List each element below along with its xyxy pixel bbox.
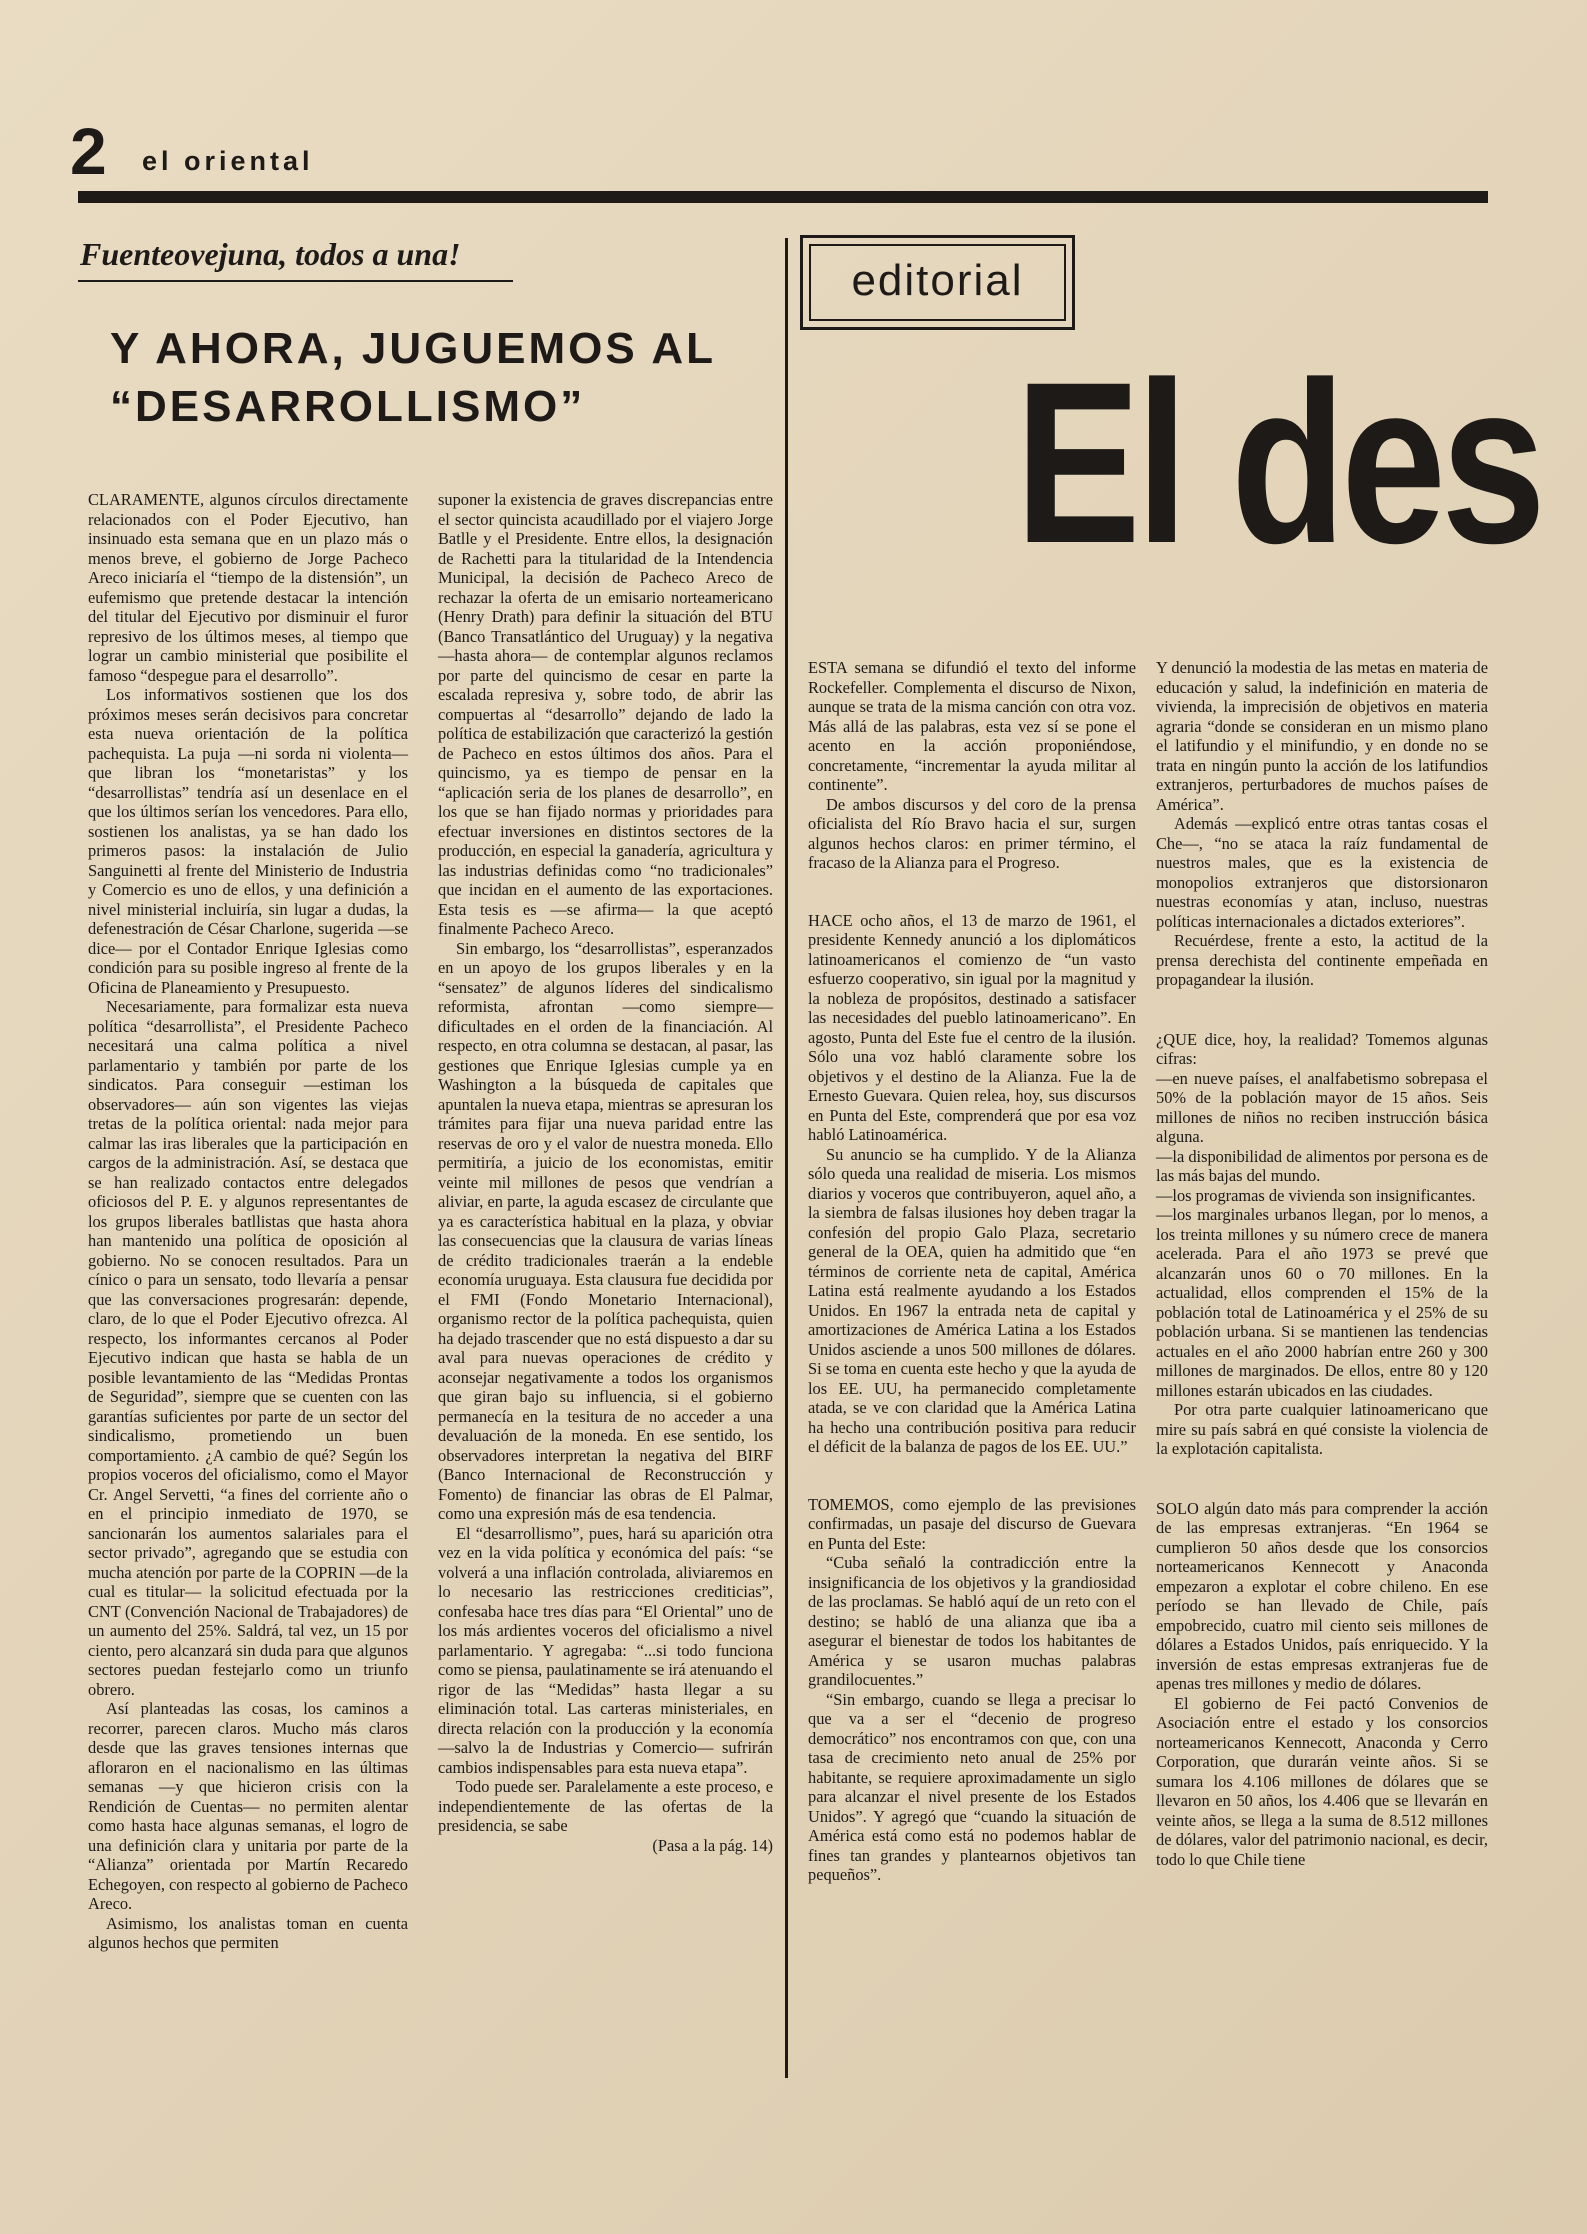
paragraph: De ambos discursos y del coro de la prensa oficialista del Río Bravo hacia el sur, surgen algunos hechos claros: en primer término, el fracaso de la Alianza para el Progreso. (808, 794, 1136, 872)
paragraph: El “desarrollismo”, pues, hará su aparición otra vez en la vida política y económica del país: “se volverá a una inflación controlada, aliviaremos en lo necesario las restricciones crediticias”, confesaba hace tres días para “El Oriental” uno de los más ardientes voceros del oficialismo a nivel parlamentario. Y agregaba: “...si todo funciona como se piensa, paulatinamente se irá atenuando el rigor de las “Medidas” hasta llegar a su eliminación total. Las carteras ministeriales, en directa relación con la producción y la economía —salvo la de Industrias y Comercio— sufrirán cambios indispensables para esta nueva etapa”. (438, 1523, 773, 1777)
article-headline: Y AHORA, JUGUEMOS AL “DESARROLLISMO” (110, 324, 716, 431)
paragraph: Además —explicó entre otras tantas cosas el Che—, “no se ataca la raíz fundamental de nuestros males, que es la existencia de monopolios extranjeros que distorsionaron nuestras economías y atan, incluso, nuestras políticas internacionales a dictados exteriores”. (1156, 814, 1488, 931)
editorial-column-2 (1156, 658, 1488, 1869)
article-column-2 (438, 490, 773, 1855)
article-column-1 (88, 490, 408, 1953)
paragraph: Recuérdese, frente a esto, la actitud de la prensa derechista del continente empeñada en propagandear la ilusión. (1156, 931, 1488, 989)
editorial-column-1 (808, 658, 1136, 1885)
paragraph: Sin embargo, los “desarrollistas”, esperanzados en un apoyo de los grupos liberales y en la “sensatez” de algunos líderes del sindicalismo reformista, afrontan —como siempre— dificultades en el orden de la financiación. Al respecto, en otra columna se destacan, al pasar, las gestiones que Enrique Iglesias cumple ya en Washington a la búsqueda de capitales que apuntalen la nueva etapa, mientras se apresuran los trámites para fijar una nueva paridad entre las reservas de oro y el valor de nuestra moneda. Ello permitiría, a juicio de los economistas, emitir veinte mil millones de pesos que vendrían a aliviar, en parte, la aguda escasez de circulante que ya es característica habitual en la plaza, y obviar las consecuencias que la clausura de varias líneas de crédito tradicionales traerán a la endeble economía uruguaya. Esta clausura fue decidida por el FMI (Fondo Monetario Internacional), organismo rector de la política pachequista, quien ha dejado trascender que no está dispuesto a dar su aval para nuevas operaciones de crédito y aconsejar negativamente a todos los organismos que giran bajo su influencia, si el gobierno permanecía en la tesitura de no acceder a una devaluación de la moneda. En ese sentido, los observadores interpretan la negativa del BIRF (Banco Internacional de Reconstrucción y Fomento) de financiar las obras de El Palmar, como una expresión más de esa tendencia. (438, 938, 773, 1523)
publication-name: el oriental (142, 146, 314, 176)
column-divider (785, 238, 788, 2078)
list-item: —los programas de vivienda son insignificantes. (1156, 1185, 1476, 1205)
paragraph: Y denunció la modestia de las metas en materia de educación y salud, la indefinición en materia de vivienda, la imprecisión de objetivos en materia agraria “donde se consideran en un mismo plano el latifundio y el minifundio, y en donde no se trata en ningún punto la acción de los latifundios extranjeros, perturbadores de muchos países de América”. (1156, 658, 1488, 814)
article-kicker: Fuenteovejuna, todos a una! (80, 236, 461, 272)
list-item: —los marginales urbanos llegan, por lo menos, a los treinta millones y su número crece de manera acelerada. Para el año 1973 se prevé que alcanzarán unos 60 o 70 millones. En la actualidad, ellos comprenden el 15% de la población total de Latinoamérica y el 25% de su población urbana. Si se mantienen las tendencias actuales en el año 2000 habrían entre 260 y 300 millones de marginados. De ellos, entre 80 y 120 millones estarán ubicados en las ciudades. (1156, 1205, 1488, 1400)
paragraph: SOLO algún dato más para comprender la acción de las empresas extranjeras. “En 1964 se cumplieron 50 años desde que los consorcios norteamericanos Kennecott y Anaconda empezaron a explotar el cobre chileno. En ese período se han llevado de Chile, país empobrecido, cuatro mil ciento seis millones de dólares a Estados Unidos, país enriquecido. Y la inversión de estas empresas extranjeras fue de apenas tres millones y medio de dólares. (1156, 1498, 1488, 1693)
paragraph: El gobierno de Fei pactó Convenios de Asociación entre el estado y los consorcios norteamericanos Kennecott, Anaconda y Cerro Corporation, que durarán veinte años. Si se sumara los 4.106 millones de dólares que se llevaron en 50 años, los 4.406 que se llevarán en veinte años, se llega a la suma de 8.512 millones de dólares, valor del patrimonio nacional, es decir, todo lo que Chile tiene (1156, 1693, 1488, 1869)
paragraph: Necesariamente, para formalizar esta nueva política “desarrollista”, el Presidente Pacheco necesitará una calma política a nivel parlamentario y también por parte de los sindicatos. Para conseguir —estiman los observadores— aún son vigentes las viejas tretas de la política oriental: nada mejor para calmar las iras liberales que la participación en cargos de la administración. Así, se destaca que se han realizado contactos entre delegados oficiosos del P. E. y algunos representantes de los grupos liberales batllistas que hasta ahora han mantenido una política de oposición al gobierno. No se conocen resultados. Para un cínico o para un sensato, todo llevaría a pensar que las conversaciones progresarán: depende, claro, de lo que el Poder Ejecutivo ofrezca. Al respecto, los informantes cercanos al Poder Ejecutivo indican que hasta se habla de un posible levantamiento de las “Medidas Prontas de Seguridad”, siempre que se cuenten con las garantías suficientes por parte de un sector del sindicalismo, prometiendo un buen comportamiento. ¿A cambio de qué? Según los propios voceros del oficialismo, como el Mayor Cr. Angel Servetti, “a fines del corriente año o en el principio inmediato de 1970, se sancionarán los aumentos salariales para el sector privado”, agregando que se estudia con mucha atención por parte de la COPRIN —de la cual es titular— la solicitud efectuada por la CNT (Convención Nacional de Trabajadores) de un aumento del 25%. Saldrá, tal vez, un 15 por ciento, pero alcanzará sin duda para que algunos sectores puedan festejarlo como un triunfo obrero. (88, 997, 408, 1699)
paragraph: Los informativos sostienen que los dos próximos meses serán decisivos para concretar esta nueva orientación de la política pachequista. La puja —ni sorda ni violenta— que libran los “monetaristas” y los “desarrollistas” tendría así un desenlace en el que los últimos serían los vencedores. Para ello, sostienen los analistas, ya se han dado los primeros pasos: la instalación de Julio Sanguinetti al frente del Ministerio de Industria y Comercio es uno de ellos, y una definición a nivel ministerial incluiría, sin lugar a dudas, la defenestración de César Charlone, sugerida —se dice— por el Contador Enrique Iglesias como condición para su posible ingreso al frente de la Oficina de Planeamiento y Presupuesto. (88, 685, 408, 997)
paragraph: suponer la existencia de graves discrepancias entre el sector quincista acaudillado por el viajero Jorge Batlle y el Presidente. Entre ellos, la designación de Rachetti para la titularidad de la Intendencia Municipal, la decisión de Pacheco Areco de rechazar la oferta de un emisario norteamericano (Henry Drath) para definir la situación del BTU (Banco Transatlántico del Uruguay) y la negativa —hasta ahora— de contemplar algunos reclamos por parte del quincismo de cesar en parte la escalada represiva y, sobre todo, de abrir las compuertas al “desarrollo” dejando de lado la política de estabilización que caracterizó la gestión de Pacheco en estos últimos dos años. Para el quincismo, ya es tiempo de pensar en la “aplicación seria de los planes de desarrollo”, en los que se han fijado normas y prioridades para efectuar inversiones en distintos sectores de la producción, en especial la ganadería, agricultura y las industrias definidas como “no tradicionales” que incidan en el aumento de las exportaciones. Esta tesis es —se afirma— la que aceptó finalmente Pacheco Areco. (438, 490, 773, 938)
paragraph: Todo puede ser. Paralelamente a este proceso, e independientemente de las ofertas de la presidencia, se sabe (438, 1777, 773, 1835)
paragraph: Así planteadas las cosas, los caminos a recorrer, parecen claros. Mucho más claros desde que las graves tensiones internas que afloraron en el nacionalismo en las últimas semanas —y que hicieron crisis con la Rendición de Cuentas— no permiten alentar como hasta hace algunas semanas, el logro de una definición clara y unitaria por parte de la “Alianza” orientada por Martín Recaredo Echegoyen, con respecto al gobierno de Pacheco Areco. (88, 1699, 408, 1913)
paragraph: “Sin embargo, cuando se llega a precisar lo que va a ser el “decenio de progreso democrático” nos encontramos con que, con una tasa de crecimiento neto anual de 25% por habitante, se requiere aproximadamente un siglo para alcanzar el nivel presente de los Estados Unidos”. Y agregó que “cuando la situación de América está como está no podemos hablar de fines tan grandes y plantearnos objetivos tan pequeños”. (808, 1689, 1136, 1884)
paragraph: “Cuba señaló la contradicción entre la insignificancia de los objetivos y la grandiosidad de las proclamas. Se habló aquí de un reto con el destino; se habló de una alianza que iba a asegurar el bienestar de todos los habitantes de América y se usaron muchas palabras grandilocuentes.” (808, 1553, 1136, 1689)
list-item: —la disponibilidad de alimentos por persona es de las más bajas del mundo. (1156, 1146, 1488, 1185)
continuation-note: (Pasa a la pág. 14) (652, 1835, 773, 1855)
list-item: —en nueve países, el analfabetismo sobrepasa el 50% de la población mayor de 15 años. Seis millones de niños no reciben instrucción básica alguna. (1156, 1068, 1488, 1146)
paragraph: Su anuncio se ha cumplido. Y de la Alianza sólo queda una realidad de miseria. Los mismos diarios y voceros que contribuyeron, aquel año, a la siembra de falsas ilusiones hoy deben tragar la confesión del propio Galo Plaza, secretario general de la OEA, quien ha admitido que “en términos de corriente neta de capital, América Latina está realmente ayudando a los Estados Unidos. En 1967 la entrada neta de capital y amortizaciones de América Latina a los Estados Unidos asciende a unos 500 millones de dólares. Si se toma en cuenta este hecho y que la ayuda de los EE. UU, ha permanecido completamente atada, se ve con claridad que la América Latina ha hecho una contribución positiva para reducir el déficit de la balanza de pagos de los EE. UU.” (808, 1144, 1136, 1456)
paragraph: ¿QUE dice, hoy, la realidad? Tomemos algunas cifras: (1156, 1029, 1488, 1068)
paragraph: TOMEMOS, como ejemplo de las previsiones confirmadas, un pasaje del discurso de Guevara en Punta del Este: (808, 1494, 1136, 1553)
editorial-title: El des (1015, 334, 1542, 591)
kicker-rule (78, 280, 513, 282)
paragraph: HACE ocho años, el 13 de marzo de 1961, el presidente Kennedy anunció a los diplomáticos latinoamericanos el comienzo de “un vasto esfuerzo cooperativo, sin igual por la magnitud y la nobleza de propósitos, destinado a satisfacer las necesidades del pueblo latinoamericano”. En agosto, Punta del Este fue el centro de la ilusión. Sólo una voz habló claramente sobre los objetivos y el destino de la Alianza. Fue la de Ernesto Guevara. Quien relea, hoy, sus discursos en Punta del Este, comprenderá que por esa voz habló Latinoamérica. (808, 910, 1136, 1144)
page-number: 2 (70, 114, 107, 188)
header-rule (78, 191, 1488, 203)
paragraph: CLARAMENTE, algunos círculos directamente relacionados con el Poder Ejecutivo, han insinuado esta semana que en un plazo más o menos breve, el gobierno de Jorge Pacheco Areco iniciaría el “tiempo de la distensión”, un eufemismo que pretende destacar la intención del titular del Ejecutivo por disminuir el furor represivo de los últimos meses, al tiempo que lograr un cambio ministerial que posibilite el famoso “despegue para el desarrollo”. (88, 490, 408, 685)
editorial-label: editorial (809, 244, 1066, 321)
paragraph: ESTA semana se difundió el texto del informe Rockefeller. Complementa el discurso de Nixon, aunque se trata de la misma canción con otra voz. Más allá de las palabras, esta vez sí se pone el acento en la acción proponiéndose, concretamente, “incrementar la ayuda militar al continente”. (808, 658, 1136, 794)
editorial-label-box (800, 235, 1075, 330)
paragraph: Por otra parte cualquier latinoamericano que mire su país sabrá en qué consiste la violencia de la explotación capitalista. (1156, 1400, 1488, 1458)
paragraph: Asimismo, los analistas toman en cuenta algunos hechos que permiten (88, 1913, 408, 1952)
